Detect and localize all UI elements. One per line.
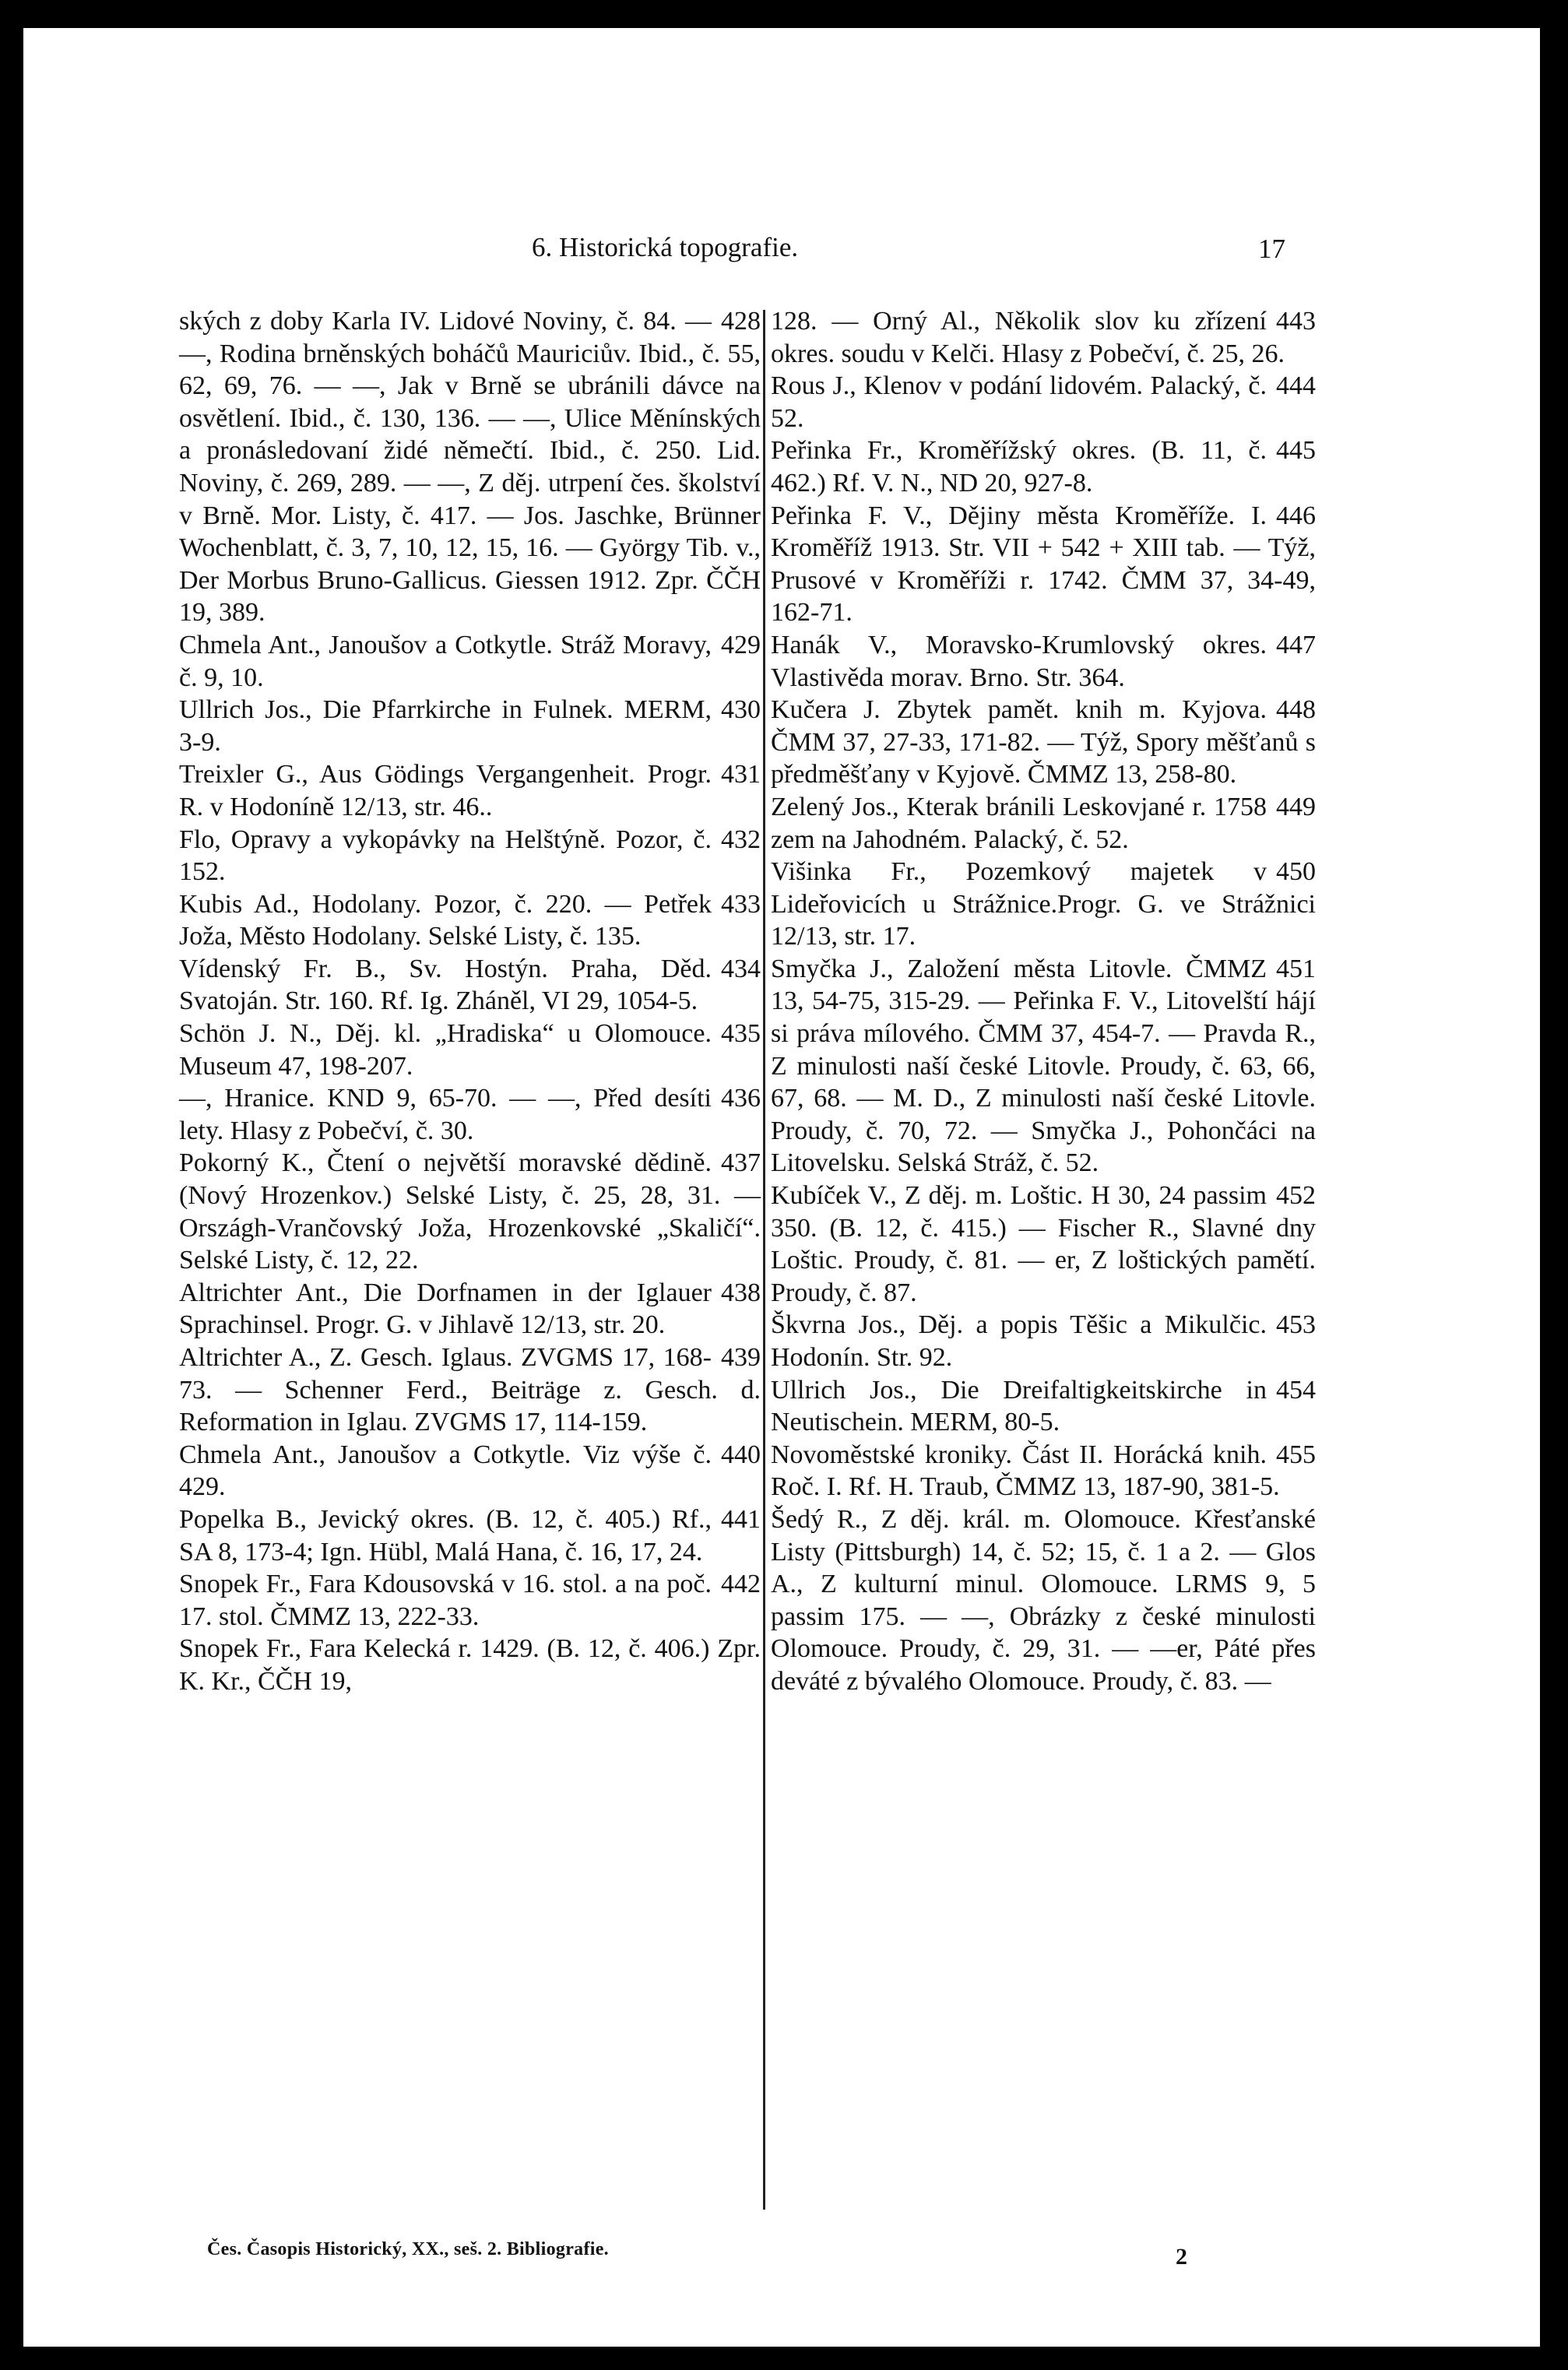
left-column — [179, 305, 761, 1698]
bibliography-entry — [771, 1439, 1316, 1503]
entry-text: Ullrich Jos., Die Pfarrkirche in Fulnek. MERM, 3-9. — [179, 695, 712, 757]
entry-number: 450 — [1276, 857, 1316, 887]
bibliography-entry — [179, 1633, 761, 1697]
entry-text: —, Hranice. KND 9, 65-70. — —, Před desíti lety. Hlasy z Pobečví, č. 30. — [179, 1084, 712, 1145]
entry-number: 442 — [721, 1570, 761, 1599]
entry-text: Kubíček V., Z děj. m. Loštic. H 30, 24 passim 350. (B. 12, č. 415.) — Fischer R., Slavné dny Loštic. Proudy, č. 81. — er, Z loštických pamětí. Proudy, č. 87. — [771, 1181, 1316, 1307]
entry-text: Schön J. N., Děj. kl. „Hradiska“ u Olomouce. Museum 47, 198-207. — [179, 1019, 712, 1081]
bibliography-entry — [771, 1180, 1316, 1309]
entry-number: 437 — [721, 1148, 761, 1178]
entry-text: ských z doby Karla IV. Lidové Noviny, č. 84. — —, Rodina brněnských boháčů Mauriciův. Ibid., č. 55, 62, 69, 76. — —, Jak v Brně se ubránili dávce na osvětlení. Ibid., č. 130, 136. — —, Ulice Měnínských a pronásledovaní židé němečtí. Ibid., č. 250. Lid. Noviny, č. 269, 289. — —, Z děj. utrpení čes. školství v Brně. Mor. Listy, č. 417. — Jos. Jaschke, Brünner Wochenblatt, č. 3, 7, 10, 12, 15, 16. — György Tib. v., Der Morbus Bruno-Gallicus. Giessen 1912. Zpr. ČČH 19, 389. — [179, 307, 761, 628]
bibliography-entry — [771, 434, 1316, 499]
entry-text: Treixler G., Aus Gödings Vergangenheit. Progr. R. v Hodoníně 12/13, str. 46.. — [179, 760, 712, 821]
entry-number: 440 — [721, 1440, 761, 1469]
bibliography-entry — [179, 1568, 761, 1633]
bibliography-entry — [179, 694, 761, 758]
document-page — [23, 28, 1540, 2347]
bibliography-entry — [179, 629, 761, 694]
entry-text: Ullrich Jos., Die Dreifaltigkeitskirche in Neutischein. MERM, 80-5. — [771, 1375, 1267, 1437]
entry-number: 428 — [721, 307, 761, 336]
bibliography-entry — [771, 1503, 1316, 1698]
entry-number: 431 — [721, 760, 761, 789]
entry-text: Škvrna Jos., Děj. a popis Těšic a Mikulčic. Hodonín. Str. 92. — [771, 1310, 1267, 1372]
entry-number: 455 — [1276, 1440, 1316, 1469]
entry-number: 430 — [721, 695, 761, 725]
entry-text: Šedý R., Z děj. král. m. Olomouce. Křesťanské Listy (Pittsburgh) 14, č. 52; 15, č. 1 a 2. — Glos A., Z kulturní minul. Olomouce. LRMS 9, 5 passim 175. — —, Obrázky z české minulosti Olomouce. Proudy, č. 29, 31. — —er, Páté přes deváté z bývalého Olomouce. Proudy, č. 83. — — [771, 1504, 1316, 1696]
entry-number: 429 — [721, 630, 761, 659]
entry-number: 433 — [721, 889, 761, 919]
entry-number: 453 — [1276, 1310, 1316, 1340]
section-title: 6. Historická topografie. — [532, 232, 799, 262]
entry-text: Flo, Opravy a vykopávky na Helštýně. Pozor, č. 152. — [179, 825, 712, 887]
entry-number: 448 — [1276, 695, 1316, 725]
bibliography-entry — [179, 953, 761, 1018]
entry-number: 436 — [721, 1084, 761, 1113]
entry-text: Pokorný K., Čtení o největší moravské dědině. (Nový Hrozenkov.) Selské Listy, č. 25, 28, 31. — Országh-Vrančovský Joža, Hrozenkovské „Skaličí“. Selské Listy, č. 12, 22. — [179, 1148, 761, 1275]
footer-journal-line: Čes. Časopis Historický, XX., seš. 2. Bibliografie. — [207, 2239, 609, 2259]
bibliography-entry — [771, 791, 1316, 856]
entry-text: Kučera J. Zbytek pamět. knih m. Kyjova. ČMM 37, 27-33, 171-82. — Týž, Spory měšťanů s předměšťany v Kyjově. ČMMZ 13, 258-80. — [771, 695, 1316, 789]
page-number: 17 — [1258, 234, 1285, 264]
entry-number: 452 — [1276, 1181, 1316, 1211]
entry-number: 444 — [1276, 371, 1316, 401]
bibliography-entry — [771, 1309, 1316, 1373]
entry-number: 432 — [721, 825, 761, 854]
entry-number: 443 — [1276, 307, 1316, 336]
column-divider — [763, 310, 765, 2210]
bibliography-entry — [179, 1147, 761, 1276]
bibliography-entry — [771, 305, 1316, 370]
bibliography-entry — [179, 758, 761, 823]
bibliography-entry — [179, 1018, 761, 1082]
entry-number: 434 — [721, 954, 761, 983]
entry-text: Novoměstské kroniky. Část II. Horácká knih. Roč. I. Rf. H. Traub, ČMMZ 13, 187-90, 381-5. — [771, 1440, 1280, 1502]
bibliography-entry — [771, 370, 1316, 434]
bibliography-entry — [771, 856, 1316, 953]
bibliography-entry — [179, 1341, 761, 1439]
entry-text: Popelka B., Jevický okres. (B. 12, č. 405.) Rf., SA 8, 173-4; Ign. Hübl, Malá Hana, č. 16, 17, 24. — [179, 1504, 712, 1567]
entry-text: Peřinka Fr., Kroměřížský okres. (B. 11, č. 462.) Rf. V. N., ND 20, 927-8. — [771, 436, 1267, 498]
entry-text: Chmela Ant., Janoušov a Cotkytle. Viz výše č. 429. — [179, 1440, 712, 1502]
entry-number: 451 — [1276, 954, 1316, 983]
bibliography-entry — [179, 1082, 761, 1147]
entry-number: 441 — [721, 1504, 761, 1534]
bibliography-entry — [179, 888, 761, 953]
entry-text: Kubis Ad., Hodolany. Pozor, č. 220. — Petřek Joža, Město Hodolany. Selské Listy, č. 135. — [179, 889, 712, 951]
entry-number: 454 — [1276, 1375, 1316, 1405]
entry-number: 435 — [721, 1019, 761, 1049]
entry-text: Smyčka J., Založení města Litovle. ČMMZ 13, 54-75, 315-29. — Peřinka F. V., Litovelští hájí si práva mílového. ČMM 37, 454-7. — Pravda R., Z minulosti naší české Litovle. Proudy, č. 63, 66, 67, 68. — M. D., Z minulosti naší české Litovle. Proudy, č. 70, 72. — Smyčka J., Pohončáci na Litovelsku. Selská Stráž, č. 52. — [771, 954, 1316, 1178]
bibliography-entry — [771, 694, 1316, 791]
entry-text: Višinka Fr., Pozemkový majetek v Lideřovicích u Strážnice.Progr. G. ve Strážnici 12/13, str. 17. — [771, 857, 1316, 951]
entry-text: Rous J., Klenov v podání lidovém. Palacký, č. 52. — [771, 371, 1267, 433]
entry-text: Chmela Ant., Janoušov a Cotkytle. Stráž Moravy, č. 9, 10. — [179, 630, 712, 692]
entry-text: Vídenský Fr. B., Sv. Hostýn. Praha, Děd. Svatoján. Str. 160. Rf. Ig. Zháněl, VI 29, 1054-5. — [179, 954, 712, 1016]
entry-number: 447 — [1276, 630, 1316, 659]
bibliography-entry — [179, 1277, 761, 1341]
bibliography-entry — [771, 1374, 1316, 1439]
entry-number: 438 — [721, 1278, 761, 1307]
bibliography-entry — [771, 500, 1316, 629]
bibliography-entry — [771, 629, 1316, 694]
signature-mark: 2 — [1176, 2244, 1187, 2270]
entry-number: 446 — [1276, 501, 1316, 530]
entry-text: Peřinka F. V., Dějiny města Kroměříže. I. Kroměříž 1913. Str. VII + 542 + XIII tab. — Týž, Prusové v Kroměříži r. 1742. ČMM 37, 34-49, 162-71. — [771, 501, 1316, 628]
entry-text: Snopek Fr., Fara Kdousovská v 16. stol. a na poč. 17. stol. ČMMZ 13, 222-33. — [179, 1570, 712, 1631]
bibliography-entry — [179, 305, 761, 629]
entry-text: 128. — Orný Al., Několik slov ku zřízení okres. soudu v Kelči. Hlasy z Pobečví, č. 25, 26. — [771, 307, 1285, 368]
entry-number: 445 — [1276, 436, 1316, 466]
bibliography-entry — [179, 824, 761, 888]
entry-number: 439 — [721, 1343, 761, 1372]
entry-text: Hanák V., Moravsko-Krumlovský okres. Vlastivěda morav. Brno. Str. 364. — [771, 630, 1267, 692]
bibliography-entry — [771, 953, 1316, 1180]
entry-number: 449 — [1276, 792, 1316, 821]
entry-text: Altrichter Ant., Die Dorfnamen in der Iglauer Sprachinsel. Progr. G. v Jihlavě 12/13, str. 20. — [179, 1278, 712, 1340]
entry-text: Altrichter A., Z. Gesch. Iglaus. ZVGMS 17, 168-73. — Schenner Ferd., Beiträge z. Gesch. d. Reformation in Iglau. ZVGMS 17, 114-159. — [179, 1343, 761, 1437]
entry-text: Snopek Fr., Fara Kelecká r. 1429. (B. 12, č. 406.) Zpr. K. Kr., ČČH 19, — [179, 1634, 761, 1696]
entry-text: Zelený Jos., Kterak bránili Leskovjané r. 1758 zem na Jahodném. Palacký, č. 52. — [771, 792, 1267, 854]
bibliography-entry — [179, 1439, 761, 1503]
right-column — [771, 305, 1316, 1698]
bibliography-entry — [179, 1503, 761, 1568]
